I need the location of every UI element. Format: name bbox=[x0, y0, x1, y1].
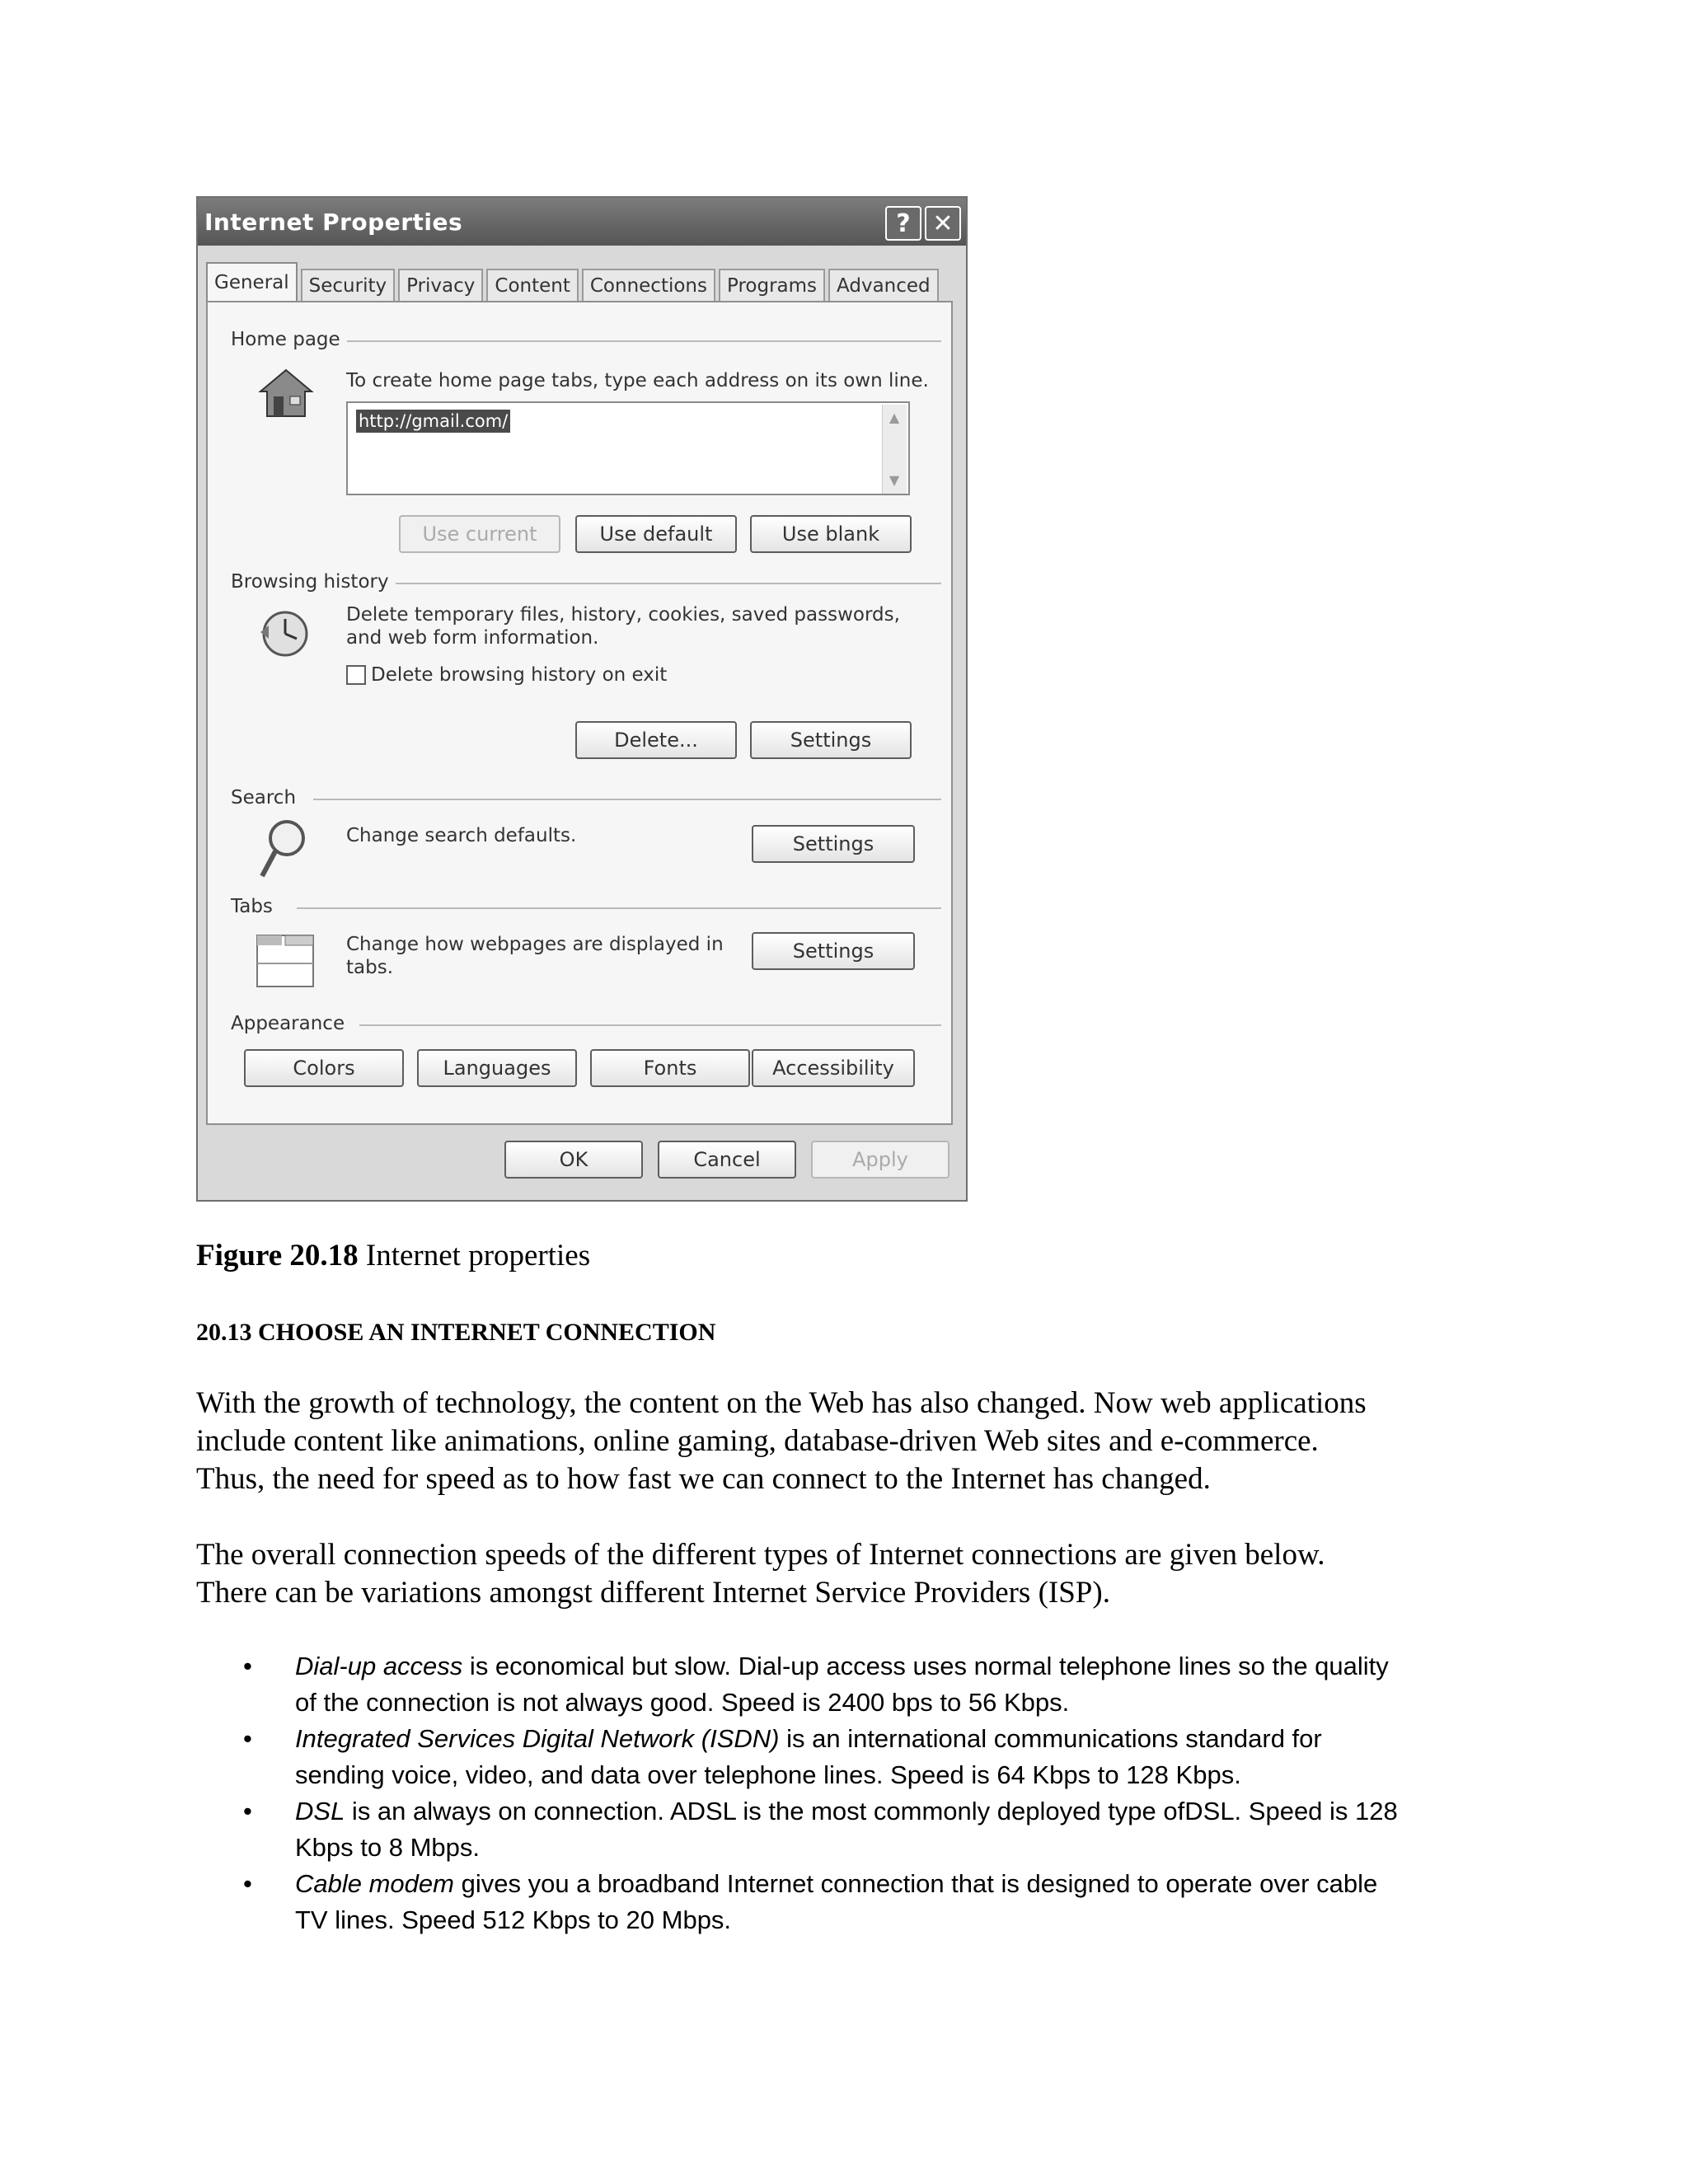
tab-connections[interactable]: Connections bbox=[582, 269, 715, 302]
bullet-symbol: • bbox=[243, 1724, 252, 1753]
tabs-window-icon bbox=[256, 930, 315, 990]
home-page-divider bbox=[331, 340, 941, 342]
search-divider bbox=[313, 799, 941, 800]
term: DSL bbox=[295, 1797, 345, 1825]
list-item bbox=[196, 1866, 1482, 1938]
home-page-scrollbar[interactable] bbox=[882, 405, 907, 494]
cancel-button[interactable]: Cancel bbox=[658, 1141, 796, 1179]
delete-on-exit-label: Delete browsing history on exit bbox=[371, 664, 668, 686]
paragraph-1 bbox=[196, 1385, 1498, 1498]
tabs-label: Tabs bbox=[231, 896, 279, 917]
search-magnifier-icon bbox=[256, 815, 308, 881]
tab-content[interactable]: Content bbox=[486, 269, 578, 302]
list-item bbox=[196, 1721, 1482, 1793]
dialog-title: Internet Properties bbox=[204, 208, 463, 236]
accessibility-button[interactable]: Accessibility bbox=[752, 1049, 915, 1087]
paragraph-1-line: include content like animations, online gaming, database-driven Web sites and e-commerce. bbox=[196, 1424, 1319, 1458]
history-clock-icon bbox=[257, 607, 310, 660]
tab-programs[interactable]: Programs bbox=[719, 269, 825, 302]
section-heading: 20.13 CHOOSE AN INTERNET CONNECTION bbox=[196, 1319, 716, 1346]
definition-continued: sending voice, video, and data over telephone lines. Speed is 64 Kbps to 128 Kbps. bbox=[295, 1760, 1241, 1789]
list-item bbox=[196, 1648, 1482, 1721]
home-page-address-field[interactable] bbox=[346, 401, 910, 495]
term: Cable modem bbox=[295, 1869, 454, 1898]
tab-strip bbox=[206, 264, 942, 302]
tab-security[interactable]: Security bbox=[301, 269, 395, 302]
use-current-button[interactable]: Use current bbox=[399, 515, 560, 553]
paragraph-1-line: Thus, the need for speed as to how fast we can connect to the Internet has changed. bbox=[196, 1462, 1211, 1496]
definition: is an international communications standard for bbox=[779, 1724, 1322, 1753]
help-button[interactable]: ? bbox=[885, 206, 921, 241]
term: Integrated Services Digital Network (ISDN) bbox=[295, 1724, 780, 1753]
home-page-instruction: To create home page tabs, type each address on its own line. bbox=[346, 370, 929, 391]
general-tab-panel bbox=[206, 301, 953, 1125]
bullet-symbol: • bbox=[243, 1652, 252, 1680]
tab-advanced[interactable]: Advanced bbox=[828, 269, 939, 302]
figure-caption bbox=[196, 1238, 590, 1273]
definition: gives you a broadband Internet connection that is designed to operate over cable bbox=[453, 1869, 1378, 1898]
paragraph-1-line: With the growth of technology, the content on the Web has also changed. Now web applications bbox=[196, 1386, 1367, 1420]
figure-caption-number: Figure 20.18 bbox=[196, 1239, 359, 1272]
definition-continued: of the connection is not always good. Speed is 2400 bps to 56 Kbps. bbox=[295, 1688, 1070, 1717]
tabs-settings-button[interactable]: Settings bbox=[752, 932, 915, 970]
home-page-label: Home page bbox=[231, 329, 347, 350]
definition-continued: TV lines. Speed 512 Kbps to 20 Mbps. bbox=[295, 1905, 732, 1934]
tab-general[interactable]: General bbox=[206, 262, 298, 302]
house-icon bbox=[257, 367, 315, 419]
paragraph-2-line: There can be variations amongst different Internet Service Providers (ISP). bbox=[196, 1576, 1110, 1610]
search-label: Search bbox=[231, 787, 302, 808]
tabs-desc-line2: tabs. bbox=[346, 957, 394, 978]
tab-privacy[interactable]: Privacy bbox=[398, 269, 483, 302]
paragraph-2 bbox=[196, 1536, 1498, 1612]
tabs-divider bbox=[297, 907, 941, 909]
search-desc: Change search defaults. bbox=[346, 825, 577, 846]
use-default-button[interactable]: Use default bbox=[575, 515, 737, 553]
history-settings-button[interactable]: Settings bbox=[750, 721, 912, 759]
apply-button[interactable]: Apply bbox=[811, 1141, 950, 1179]
browsing-history-label: Browsing history bbox=[231, 571, 396, 593]
term: Dial-up access bbox=[295, 1652, 463, 1680]
appearance-label: Appearance bbox=[231, 1013, 351, 1034]
browsing-history-desc-line2: and web form information. bbox=[346, 627, 599, 649]
title-bar bbox=[198, 198, 966, 246]
definition: is economical but slow. Dial-up access uses normal telephone lines so the quality bbox=[462, 1652, 1389, 1680]
definition: is an always on connection. ADSL is the most commonly deployed type ofDSL. Speed is 128 bbox=[345, 1797, 1398, 1825]
scroll-down-icon[interactable]: ▼ bbox=[889, 472, 900, 488]
fonts-button[interactable]: Fonts bbox=[590, 1049, 750, 1087]
internet-properties-dialog bbox=[196, 196, 968, 1202]
use-blank-button[interactable]: Use blank bbox=[750, 515, 912, 553]
browsing-history-divider bbox=[381, 583, 941, 584]
ok-button[interactable]: OK bbox=[504, 1141, 643, 1179]
scroll-up-icon[interactable]: ▲ bbox=[889, 410, 900, 425]
paragraph-2-line: The overall connection speeds of the different types of Internet connections are given below. bbox=[196, 1538, 1325, 1572]
definition-continued: Kbps to 8 Mbps. bbox=[295, 1833, 481, 1862]
browsing-history-desc-line1: Delete temporary files, history, cookies, saved passwords, bbox=[346, 604, 900, 626]
bullet-symbol: • bbox=[243, 1797, 252, 1825]
colors-button[interactable]: Colors bbox=[244, 1049, 404, 1087]
appearance-divider bbox=[359, 1024, 941, 1026]
bullet-symbol: • bbox=[243, 1869, 252, 1898]
home-page-address-value: http://gmail.com/ bbox=[356, 410, 510, 433]
tabs-desc-line1: Change how webpages are displayed in bbox=[346, 934, 724, 955]
figure-caption-text: Internet properties bbox=[358, 1239, 591, 1272]
list-item bbox=[196, 1793, 1482, 1866]
connection-types-list bbox=[196, 1648, 1482, 1938]
close-button[interactable]: ✕ bbox=[925, 206, 961, 241]
delete-history-button[interactable]: Delete... bbox=[575, 721, 737, 759]
languages-button[interactable]: Languages bbox=[417, 1049, 577, 1087]
delete-on-exit-checkbox[interactable] bbox=[346, 665, 366, 685]
search-settings-button[interactable]: Settings bbox=[752, 825, 915, 863]
